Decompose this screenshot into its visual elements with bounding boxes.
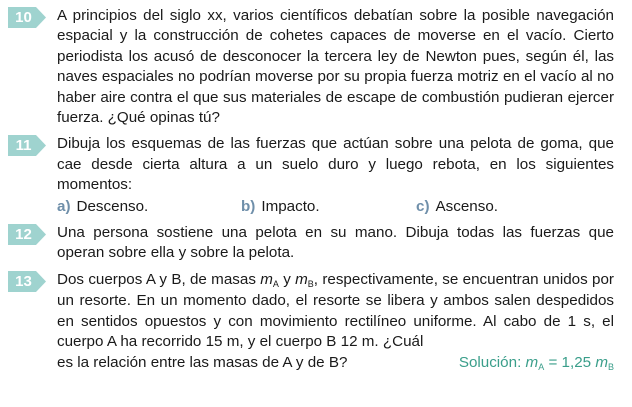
solution-label: Solución: (458, 353, 522, 371)
exercise-12 (8, 223, 614, 264)
conjunction: y (283, 270, 291, 288)
exercise-text: Dibuja los esquemas de las fuerzas que actúan sobre una pelota de goma, que cae desde cierta altura a un suelo duro y luego rebota, en los siguientes momentos: (57, 135, 614, 194)
exercise-10 (8, 6, 614, 128)
subscript-b: B (307, 278, 314, 289)
subscript-a: A (272, 278, 279, 289)
mass-symbol: m (260, 270, 273, 288)
option-label: a) (57, 197, 71, 215)
option-label: c) (416, 197, 430, 215)
exercise-number-badge (8, 224, 46, 245)
text-part: , respectivamente, se encuentran unidos por un resorte. En un momento dado, el resorte se libera y ambos salen despedidos en sentidos opuestos y con movimiento rectilíneo uniforme. Al cabo de 1 s, el cuerpo A ha recorrido 15 m, y el cuerpo B 12 m. ¿Cuál (57, 270, 614, 351)
text-part: Dos cuerpos A y B, de masas (57, 270, 256, 288)
exercise-13 (8, 270, 614, 374)
option-c (416, 197, 498, 217)
exercise-number: 12 (15, 226, 32, 244)
exercise-number: 10 (15, 9, 32, 26)
option-text: Descenso. (76, 197, 149, 215)
exercise-options (57, 197, 614, 217)
exercise-text: Una persona sostiene una pelota en su mano. Dibuja todas las fuerzas que operan sobre ella y sobre la pelota. (57, 224, 614, 262)
exercise-number-badge (8, 135, 46, 156)
option-text: Impacto. (261, 197, 320, 215)
exercise-11 (8, 134, 614, 217)
option-a (57, 197, 241, 217)
subscript-a: A (538, 361, 545, 372)
exercise-number: 11 (15, 137, 32, 155)
option-text: Ascenso. (435, 197, 498, 215)
mass-symbol: m (295, 270, 308, 288)
mass-symbol: m (525, 353, 539, 371)
option-label: b) (241, 197, 256, 215)
exercise-text (57, 270, 614, 353)
solution-value: = 1,25 (548, 353, 592, 371)
solution (459, 353, 614, 374)
exercise-last-line (57, 353, 614, 374)
subscript-b: B (607, 361, 614, 372)
exercise-text: A principios del siglo xx, varios científicos debatían sobre la posible navegación espacial y la construcción de cohetes capaces de moverse en el vacío. Cierto periodista los acusó de desconocer la tercera ley de Newton pues, según él, las naves espaciales no podrían moverse por su propia fuerza motriz en el vacío al no haber aire contra el que sus materiales de escape de combustión pudieran ejercer fuerza. ¿Qué opinas tú? (57, 7, 614, 127)
option-b (241, 197, 416, 217)
question-text: es la relación entre las masas de A y de B? (57, 353, 348, 371)
exercise-number-badge (8, 271, 46, 292)
mass-symbol: m (595, 353, 608, 371)
exercise-number: 13 (15, 272, 32, 290)
exercise-number-badge (8, 7, 46, 28)
